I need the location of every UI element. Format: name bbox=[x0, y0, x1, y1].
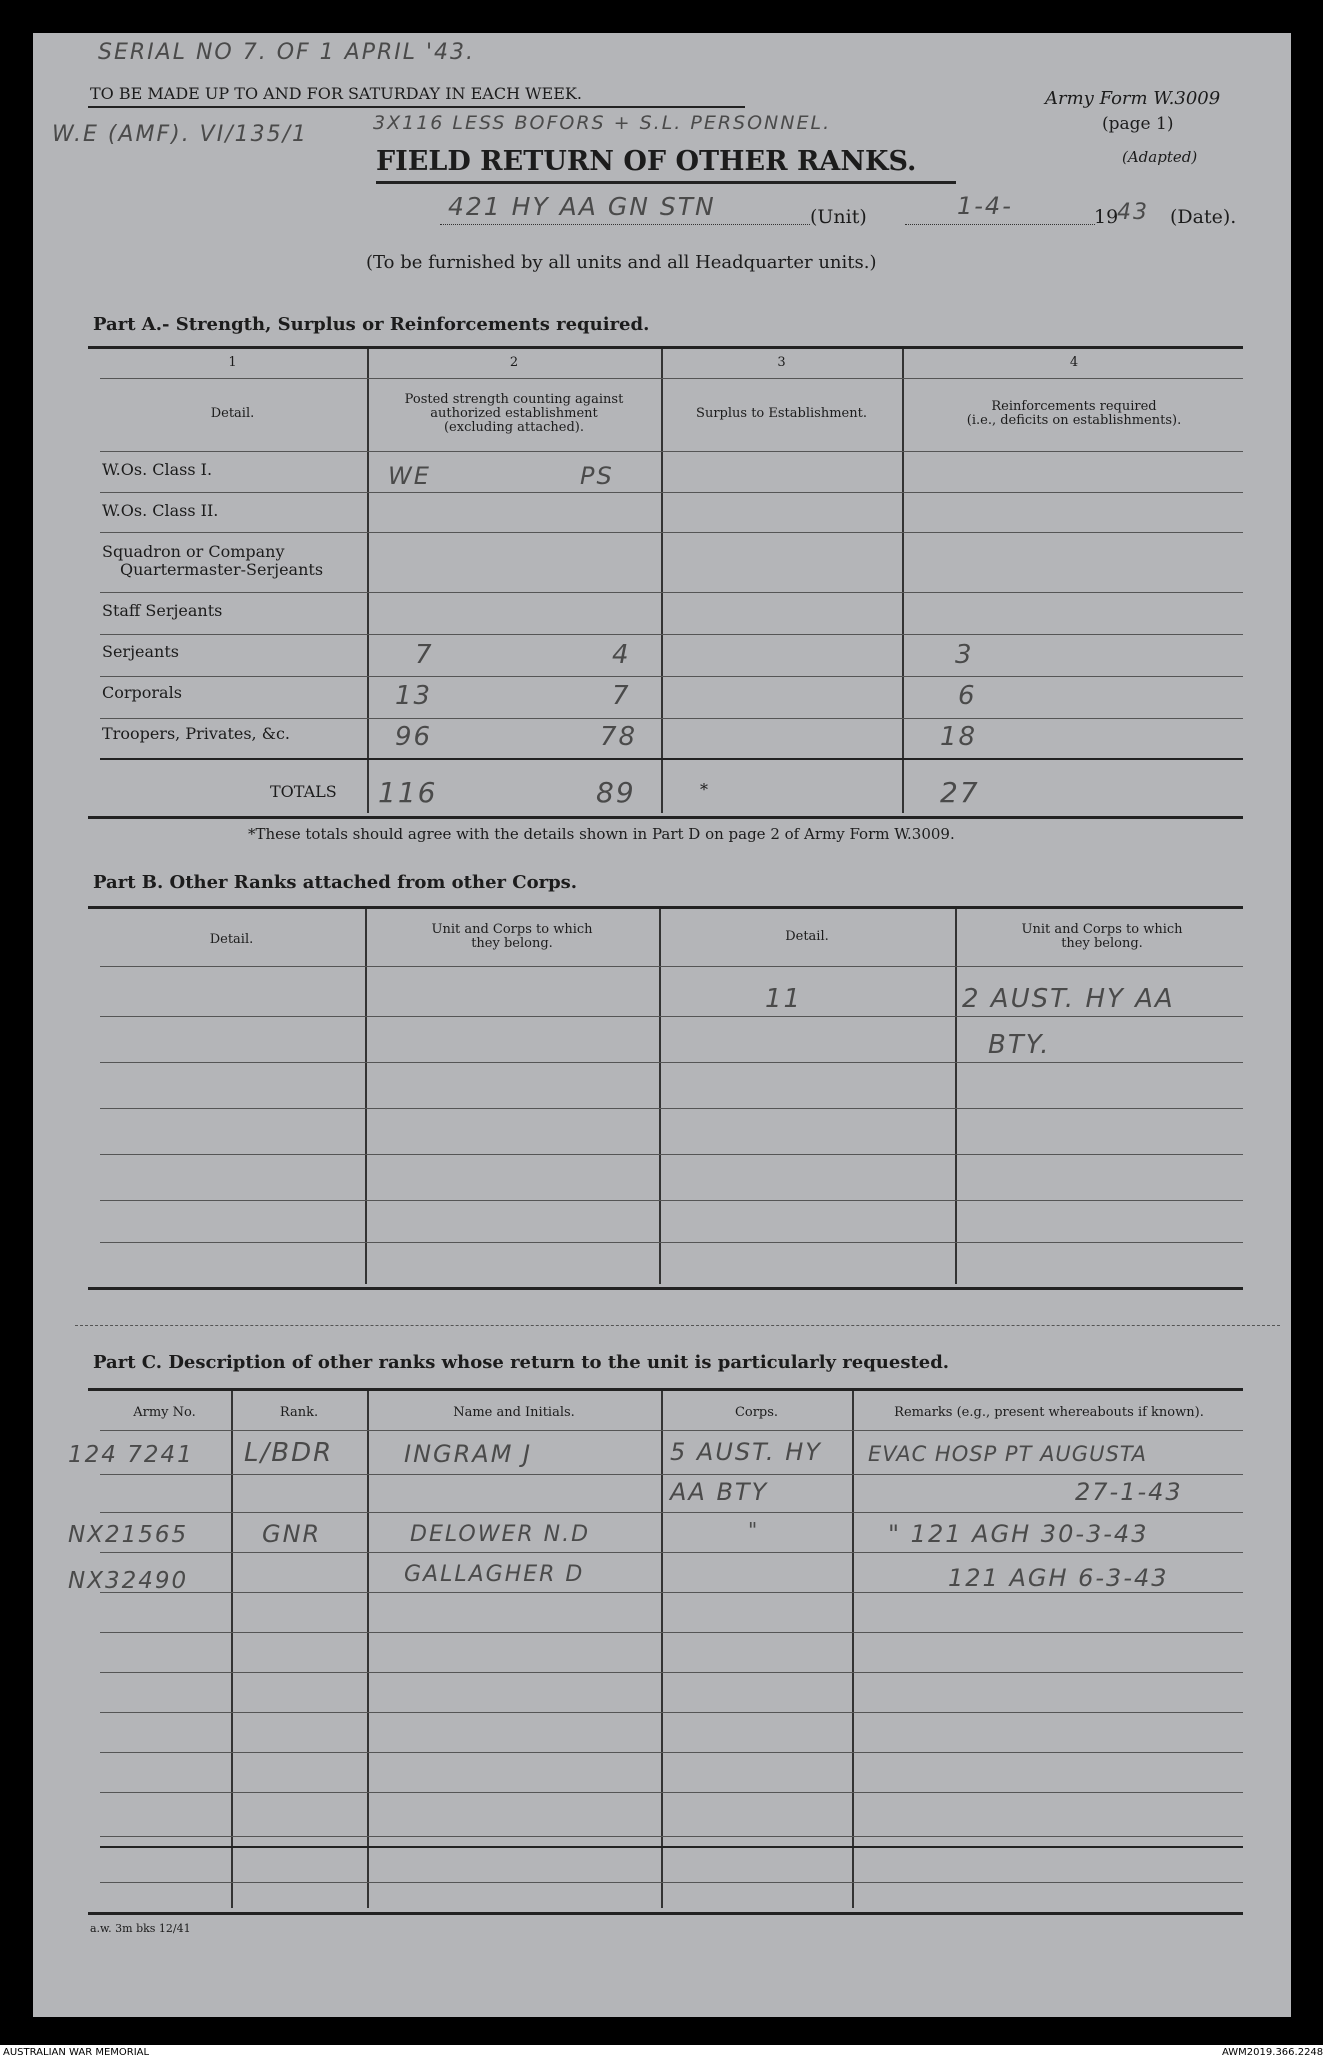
row-rule bbox=[100, 676, 1243, 677]
entry-1-remarks: EVAC HOSP PT AUGUSTA bbox=[868, 1442, 1148, 1466]
part-c-rule bbox=[100, 1752, 1243, 1753]
row-label-wo2: W.Os. Class II. bbox=[102, 501, 219, 520]
row-label-cpls: Corporals bbox=[102, 683, 182, 702]
part-c-col-line-4 bbox=[852, 1391, 854, 1908]
part-b-rule bbox=[100, 1154, 1243, 1155]
part-b-top-rule bbox=[88, 906, 1243, 909]
row-rule bbox=[100, 718, 1243, 719]
row-rule bbox=[100, 532, 1243, 533]
made-up-instruction: TO BE MADE UP TO AND FOR SATURDAY IN EACH WEEK. bbox=[90, 84, 582, 103]
establishment-annotation: 3X116 LESS BOFORS + S.L. PERSONNEL. bbox=[373, 112, 832, 134]
row-label-sjts: Serjeants bbox=[102, 642, 179, 661]
row-rule bbox=[100, 758, 1243, 760]
part-b-col-detail-1: Detail. bbox=[209, 932, 254, 947]
part-c-rule bbox=[100, 1836, 1243, 1837]
entry-2-army-no: NX21565 bbox=[68, 1522, 189, 1548]
row-label-staff-sjts: Staff Serjeants bbox=[102, 601, 223, 620]
part-b-rule bbox=[100, 1108, 1243, 1109]
cpls-ps: 7 bbox=[612, 681, 631, 711]
col-number-2: 2 bbox=[509, 355, 519, 370]
part-c-rule bbox=[100, 1474, 1243, 1475]
entry-2-remarks: " 121 AGH 30-3-43 bbox=[888, 1520, 1149, 1548]
unit-dotted-line bbox=[440, 224, 810, 225]
serial-annotation: SERIAL NO 7. OF 1 APRIL '43. bbox=[98, 40, 476, 65]
row-label-wo1: W.Os. Class I. bbox=[102, 460, 213, 479]
ps-heading: PS bbox=[580, 462, 614, 490]
part-c-col-line-3 bbox=[661, 1391, 663, 1908]
col-number-1: 1 bbox=[228, 355, 237, 370]
part-c-col-corps: Corps. bbox=[734, 1405, 779, 1420]
part-b-bottom-rule bbox=[88, 1287, 1243, 1290]
ptes-we: 96 bbox=[395, 722, 433, 752]
part-c-rule bbox=[100, 1592, 1243, 1593]
part-c-col-remarks: Remarks (e.g., present whereabouts if known). bbox=[894, 1405, 1204, 1420]
print-code: a.w. 3m bks 12/41 bbox=[90, 1922, 191, 1935]
totals-we: 116 bbox=[378, 776, 438, 809]
section-dash-separator bbox=[75, 1325, 1280, 1326]
part-c-top-rule bbox=[88, 1388, 1243, 1391]
entry-3-army-no: NX32490 bbox=[68, 1568, 189, 1594]
col-number-4: 4 bbox=[1069, 355, 1079, 370]
sjts-we: 7 bbox=[415, 640, 434, 670]
part-a-title: Part A.- Strength, Surplus or Reinforcements required. bbox=[93, 314, 650, 335]
part-c-col-army-no: Army No. bbox=[133, 1405, 196, 1420]
entry-3-name: GALLAGHER D bbox=[404, 1562, 585, 1587]
adapted-label: (Adapted) bbox=[1122, 148, 1198, 166]
sjts-ps: 4 bbox=[612, 640, 631, 670]
col-header-detail: Detail. bbox=[210, 406, 255, 421]
part-c-col-rank: Rank. bbox=[279, 1405, 319, 1420]
unit-value: 421 HY AA GN STN bbox=[448, 192, 716, 221]
header-rule bbox=[100, 451, 1243, 452]
entry-1-name: INGRAM J bbox=[404, 1440, 533, 1468]
cpls-reinf: 6 bbox=[958, 681, 977, 711]
col-header-posted-2: authorized establishment bbox=[430, 406, 598, 421]
part-c-bottom-rule bbox=[88, 1912, 1243, 1915]
row-rule bbox=[100, 592, 1243, 593]
part-c-title: Part C. Description of other ranks whose return to the unit is particularly requested. bbox=[93, 1352, 950, 1373]
col-header-posted-1: Posted strength counting against bbox=[404, 392, 624, 407]
furnished-note: (To be furnished by all units and all Headquarter units.) bbox=[366, 252, 877, 273]
part-b-entry-unit-1: 2 AUST. HY AA bbox=[962, 984, 1175, 1014]
part-b-col-detail-2: Detail. bbox=[785, 929, 829, 944]
credit-bar bbox=[0, 2045, 1323, 2061]
unit-label: (Unit) bbox=[810, 206, 867, 228]
year-value: 43 bbox=[1117, 200, 1149, 225]
date-dotted-line bbox=[905, 224, 1095, 225]
we-annotation: W.E (AMF). VI/135/1 bbox=[52, 122, 309, 147]
col-header-surplus: Surplus to Establishment. bbox=[696, 406, 867, 421]
we-heading: WE bbox=[388, 462, 431, 490]
part-b-entry-detail: 11 bbox=[765, 984, 803, 1014]
totals-label: TOTALS bbox=[270, 782, 337, 801]
credit-left: AUSTRALIAN WAR MEMORIAL bbox=[3, 2047, 150, 2058]
entry-1-rank: L/BDR bbox=[244, 1438, 334, 1468]
part-c-col-line-2 bbox=[367, 1391, 369, 1908]
part-c-col-line-1 bbox=[231, 1391, 233, 1908]
part-c-rule bbox=[100, 1632, 1243, 1633]
date-value: 1-4- bbox=[957, 192, 1013, 220]
page-label: (page 1) bbox=[1102, 114, 1174, 134]
instruction-underline bbox=[88, 106, 745, 108]
part-b-col-unit-2b: they belong. bbox=[1061, 936, 1143, 951]
sjts-reinf: 3 bbox=[955, 640, 974, 670]
part-b-rule bbox=[100, 1016, 1243, 1017]
part-c-rule bbox=[100, 1512, 1243, 1513]
date-label: (Date). bbox=[1170, 206, 1237, 228]
cpls-we: 13 bbox=[395, 681, 433, 711]
part-a-footnote: *These totals should agree with the details shown in Part D on page 2 of Army Form W.3009. bbox=[248, 825, 955, 843]
entry-2-name: DELOWER N.D bbox=[410, 1522, 591, 1547]
col-header-reinf-2: (i.e., deficits on establishments). bbox=[966, 413, 1182, 428]
page-title: FIELD RETURN OF OTHER RANKS. bbox=[376, 146, 917, 177]
ptes-reinf: 18 bbox=[940, 722, 978, 752]
totals-asterisk: * bbox=[700, 780, 708, 799]
part-b-rule bbox=[100, 1242, 1243, 1243]
part-a-bottom-rule bbox=[88, 816, 1243, 819]
part-c-col-name: Name and Initials. bbox=[453, 1405, 575, 1420]
part-c-rule bbox=[100, 1552, 1243, 1553]
part-b-col-unit-1b: they belong. bbox=[471, 936, 553, 951]
ptes-ps: 78 bbox=[600, 722, 638, 752]
part-b-title: Part B. Other Ranks attached from other Corps. bbox=[93, 872, 578, 893]
col-header-posted-3: (excluding attached). bbox=[443, 420, 585, 435]
entry-2-rank: GNR bbox=[262, 1520, 322, 1548]
part-b-rule bbox=[100, 966, 1243, 967]
row-rule bbox=[100, 492, 1243, 493]
entry-1b-corps: AA BTY bbox=[670, 1478, 769, 1506]
row-label-cqms-1: Squadron or Company bbox=[102, 542, 285, 561]
entry-1-army-no: 124 7241 bbox=[68, 1442, 194, 1468]
row-label-cqms-2: Quartermaster-Serjeants bbox=[120, 560, 324, 579]
part-c-rule bbox=[100, 1712, 1243, 1713]
entry-1b-remarks: 27-1-43 bbox=[1075, 1478, 1183, 1506]
part-c-rule bbox=[100, 1846, 1243, 1848]
row-rule bbox=[100, 634, 1243, 635]
part-a-top-rule bbox=[88, 346, 1243, 349]
part-c-rule bbox=[100, 1882, 1243, 1883]
part-b-rule bbox=[100, 1062, 1243, 1063]
title-underline bbox=[376, 181, 956, 184]
entry-1-corps: 5 AUST. HY bbox=[670, 1438, 822, 1466]
year-prefix: 19 bbox=[1094, 206, 1119, 228]
part-c-rule bbox=[100, 1430, 1243, 1431]
part-b-rule bbox=[100, 1200, 1243, 1201]
col-header-reinf-1: Reinforcements required bbox=[991, 399, 1157, 414]
col-number-rule bbox=[100, 378, 1243, 379]
entry-2-corps: " bbox=[748, 1518, 760, 1542]
row-label-ptes: Troopers, Privates, &c. bbox=[102, 724, 291, 743]
entry-3-remarks: 121 AGH 6-3-43 bbox=[948, 1564, 1169, 1592]
col-number-3: 3 bbox=[777, 355, 786, 370]
totals-ps: 89 bbox=[596, 776, 636, 809]
part-c-rule bbox=[100, 1792, 1243, 1793]
form-number: Army Form W.3009 bbox=[1045, 88, 1221, 109]
credit-right: AWM2019.366.2248 bbox=[1222, 2047, 1323, 2058]
part-b-col-unit-1a: Unit and Corps to which bbox=[431, 922, 593, 937]
totals-reinf: 27 bbox=[940, 776, 980, 809]
part-b-col-unit-2a: Unit and Corps to which bbox=[1021, 922, 1183, 937]
part-b-entry-unit-2: BTY. bbox=[988, 1030, 1051, 1060]
part-c-rule bbox=[100, 1672, 1243, 1673]
